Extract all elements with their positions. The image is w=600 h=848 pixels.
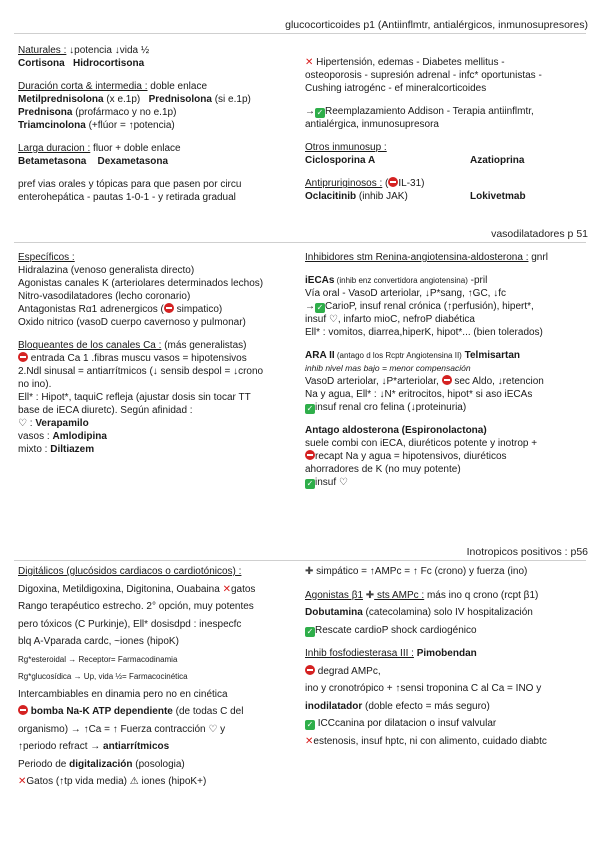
drug-cortisona: Cortisona [18, 58, 65, 69]
section-title-inotropicos: Inotropicos positivos : p56 [466, 546, 588, 558]
naturales-heading: Naturales : [18, 45, 67, 56]
otros-inmunosup-heading: Otros inmunosup : [305, 142, 387, 153]
inhib-fosfodiesterasa-heading: Inhib fosfodiesterasa III : [305, 648, 414, 659]
no-entry-icon [305, 450, 315, 460]
check-icon: ✓ [306, 720, 314, 729]
cross-icon: ✕ [305, 57, 314, 68]
no-entry-icon [18, 705, 28, 715]
section-title-glucocorticoides: glucocorticoides p1 (Antiinflmtr, antialérgicos, inmunosupresores) [285, 19, 588, 31]
check-icon: ✓ [306, 404, 314, 413]
duracion-heading: Duración corta & intermedia : [18, 81, 148, 92]
divider [14, 242, 586, 243]
section-title-vasodilatadores: vasodilatadores p 51 [491, 228, 588, 240]
no-entry-icon [164, 303, 174, 313]
inhibidores-stm-heading: Inhibidores stm Renina-angiotensina-aldosterona : [305, 252, 529, 263]
glucocorticoides-left-column: Naturales : ↓potencia ↓vida ½ Cortisona Hidrocortisona Duración corta & intermedia : doble enlace Metilprednisolona (x e.1p) Prednisolona (si e.1p) Prednisona (profármaco y no e.1p) Triamcinolona (+flúor = ↑potencia) Larga duracion : fluor + doble enlace Betametasona Dexametasona pref vias orales y tópicas para que pasen por circu enterohepática - pautas 1-0-1 - y retirada gradual [18, 45, 251, 203]
cross-icon: ✕ [222, 583, 231, 595]
especificos-heading: Específicos : [18, 252, 75, 263]
divider [14, 33, 586, 34]
cross-icon: ✕ [305, 735, 314, 747]
drug-hidrocortisona: Hidrocortisona [73, 58, 145, 69]
no-entry-icon [442, 375, 452, 385]
plus-icon: ✚ [305, 566, 314, 577]
vasodilatadores-left-column: Específicos : Hidralazina (venoso generalista directo) Agonistas canales K (arteriolares determinados lechos) Nitro-vasodilatadores (lecho coronario) Antagonistas Rα1 adrenergicos ( simpatico) Oxido nitrico (vasoD cuerpo cavernoso y pulmonar) Bloqueantes de los canales Ca : (más generalistas) entrada Ca 1 .fibras muscu vasos = hipotensivos 2.Ndl sinusal = antiarrítmicos (↓ sensib despol = ↓crono no ino). Ell* : Hipot*, taquiC refleja (ajustar dosis sin tocar TT base de iECA diuretc). Según afinidad : ♡ : Verapamilo vasos : Amlodipina mixto : Diltiazem [18, 252, 264, 455]
digitalicos-heading: Digitálicos (glucósidos cardiacos o cardiotónicos) : [18, 566, 242, 577]
divider [14, 560, 586, 561]
cross-icon: ✕ [18, 776, 27, 787]
no-entry-icon [18, 352, 28, 362]
check-icon: ✓ [306, 479, 314, 488]
check-icon: ✓ [306, 626, 314, 636]
no-entry-icon [388, 177, 398, 187]
no-entry-icon [305, 665, 315, 675]
larga-heading: Larga duracion : [18, 143, 91, 154]
glucocorticoides-right-column: ✕ Hipertensión, edemas - Diabetes mellitus - osteoporosis - supresión adrenal - infc* oportunistas - Cushing iatrogénc - ef mineralcorticoides → ✓ Reemplazamiento Addison - Terapia antiinflmtr, antialérgica, inmunosupresora Otros inmunosup : Ciclosporina A Azatioprina Antipruriginosos : ( IL-31) Oclacitinib (inhib JAK) Lokivetmab [305, 57, 542, 202]
vasodilatadores-right-column: Inhibidores stm Renina-angiotensina-aldosterona : gnrl iECAs (inhib enz convertidora angiotensina) -pril Vía oral - VasoD arteriolar, ↓P*sang, ↑GC, ↓fc → ✓ CarioP, insuf renal crónica (↑perfusión), hipert*, insuf ♡, infarto mioC, nefroP diabética Ell* : vomitos, diarrea,hiperK, hipot*... (bien tolerados) ARA II (antago d los Rcptr Angiotensina II) Telmisartan inhib nivel mas bajo = menor compensación VasoD arteriolar, ↓P*arteriolar, sec Aldo, ↓retencion Na y agua, Ell* : ↓N* eritrocitos, hipot* si aso iECAs ✓ insuf renal cro felina (↓proteinuria) Antago aldosterona (Espironolactona) suele combi con iECA, diuréticos potente y inotrop + recapt Na y agua = hipotensivos, diuréticos ahorradores de K (no muy potente) ✓ insuf ♡ [305, 252, 548, 488]
inotropicos-left-column: Digitálicos (glucósidos cardiacos o cardiotónicos) : Digoxina, Metildigoxina, Digitonina, Ouabaina ✕gatos Rango terapéutico estrecho. 2° opción, muy potentes pero tóxicos (C Purkinje), Ell* dosisdpd : inespecfc blq A-Vparada cardc, ~iones (hipoK) Rg*esteroidal → Receptor= Farmacodinamia Rg*glucosídica → Up, vida ½= Farmacocinética Intercambiables en dinamia pero no en cinética bomba Na-K ATP dependiente (de todas C del organismo) → ↑Ca = ↑ Fuerza contracción ♡ y ↑periodo refract → antiarrítmicos Periodo de digitalización (posologia) ✕Gatos (↑tp vida media) ⚠ iones (hipoK+) [18, 563, 255, 791]
check-icon: ✓ [316, 303, 324, 312]
bloqueantes-heading: Bloqueantes de los canales Ca : [18, 340, 162, 351]
plus-icon: ✚ [365, 589, 375, 601]
antipruriginosos-heading: Antipruriginosos : [305, 178, 383, 189]
check-icon: ✓ [316, 108, 324, 117]
inotropicos-right-column: ✚ simpático = ↑AMPc = ↑ Fc (crono) y fuerza (ino) Agonistas β1 ✚ sts AMPc : más ino q crono (rcpt β1) Dobutamina (catecolamina) solo IV hospitalización ✓ Rescate cardioP shock cardiogénico Inhib fosfodiesterasa III : Pimobendan degrad AMPc, ino y cronotrópico + ↑sensi troponina C al Ca = INO y inodilatador (doble efecto = más seguro) ✓ ICCcanina por dilatacion o insuf valvular ✕estenosis, insuf hptc, ni con alimento, cuidado diabtc [305, 566, 547, 747]
